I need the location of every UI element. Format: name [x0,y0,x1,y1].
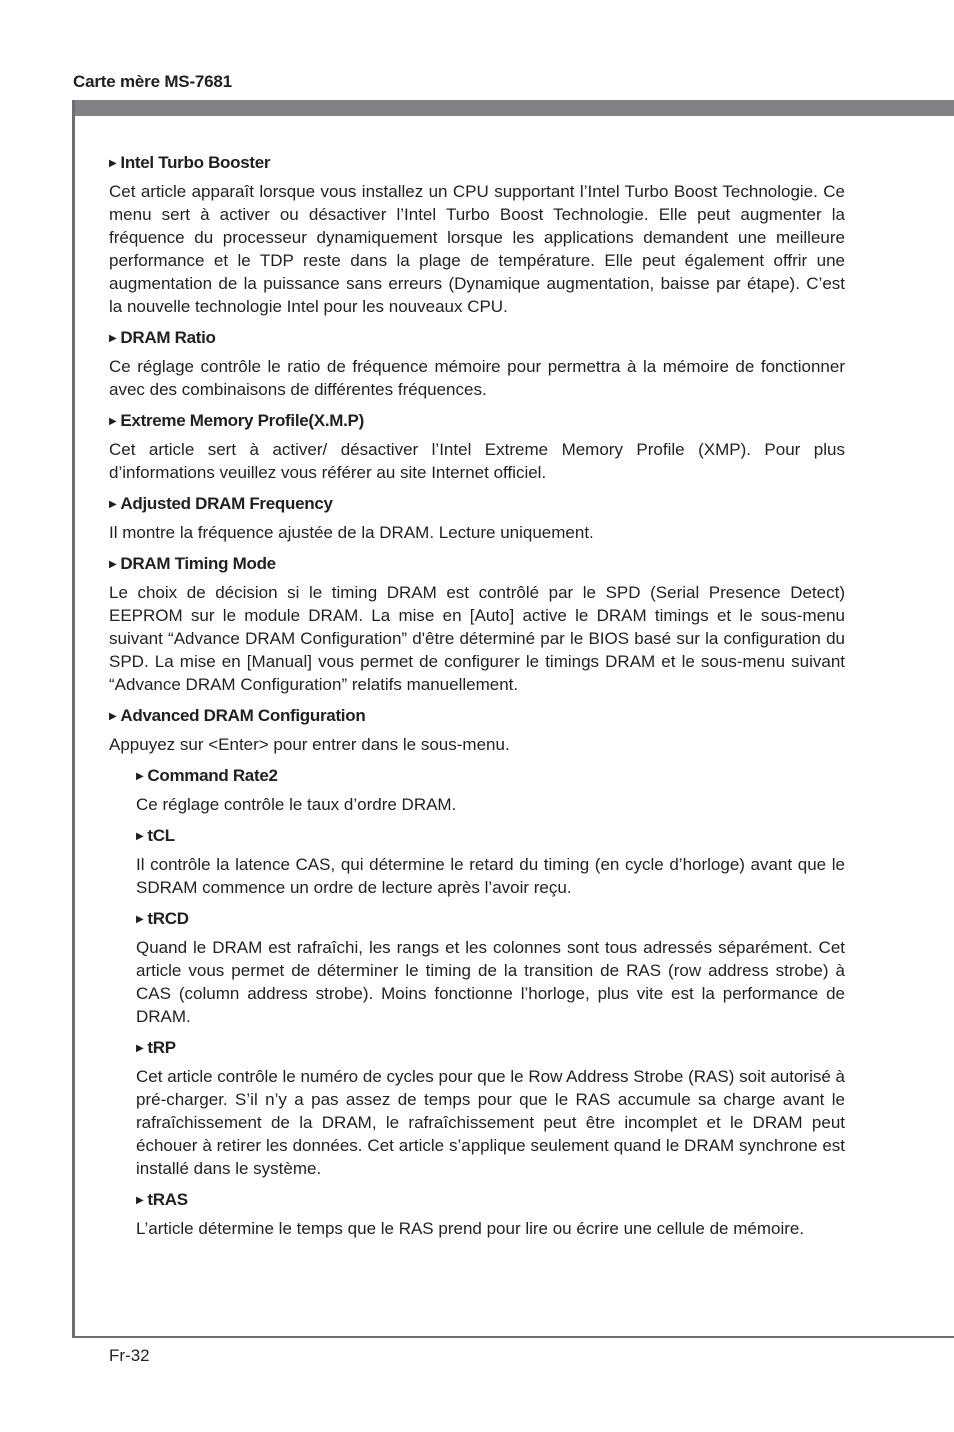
header-bar [73,100,954,116]
section-heading-text: Intel Turbo Booster [120,153,271,172]
section-tcl [136,825,845,899]
section-heading-text: Command Rate2 [147,766,278,785]
left-border-rule [72,100,75,1338]
section-body: Appuyez sur <Enter> pour entrer dans le sous-menu. [109,735,510,754]
section-heading [109,705,845,730]
section-body: Cet article apparaît lorsque vous installez un CPU supportant l’Intel Turbo Boost Technologie. Ce menu sert à activer ou désactiver l’Intel Turbo Boost Technologie. Elle peut augmenter la fréquence du processeur dynamiquement lorsque les applications demandent une meilleure performance et le TDP reste dans la plage de température. Elle peut également offrir une augmentation de la puissance sans erreurs (Dynamique augmentation, baisse par étape). C’est la nouvelle technologie Intel pour les nouveaux CPU. [109,182,845,316]
section-dram-ratio [109,327,845,401]
section-body: Cet article contrôle le numéro de cycles pour que le Row Address Strobe (RAS) soit autorisé à pré-charger. S’il n’y a pas assez de temps pour que le RAS accumule sa charge avant le rafraîchissement de la DRAM, le rafraîchissement peut être incomplet et le DRAM peut échouer à retirer les données. Cet article s’applique seulement quand le DRAM synchrone est installé dans le système. [136,1067,845,1178]
section-body: L’article détermine le temps que le RAS prend pour lire ou écrire une cellule de mémoire. [136,1219,805,1238]
section-heading [136,908,845,933]
section-body: Le choix de décision si le timing DRAM est contrôlé par le SPD (Serial Presence Detect) EEPROM sur le module DRAM. La mise en [Auto] active le DRAM timings et le sous-menu suivant “Advance DRAM Configuration” d'être déterminé par le BIOS basé sur la configuration du SPD. La mise en [Manual] vous permet de configurer le timings DRAM et le sous-menu suivant “Advance DRAM Configuration” relatifs manuellement. [109,583,845,694]
triangle-right-icon: ▶ [109,333,117,344]
section-heading-text: tRP [147,1038,176,1057]
section-heading [109,152,845,177]
section-heading-text: Adjusted DRAM Frequency [120,494,333,513]
section-heading [136,765,845,790]
section-heading [136,1189,845,1214]
section-body: Ce réglage contrôle le taux d’ordre DRAM. [136,795,457,814]
section-heading-text: Advanced DRAM Configuration [120,706,366,725]
triangle-right-icon: ▶ [136,914,144,925]
triangle-right-icon: ▶ [109,711,117,722]
section-heading [109,410,845,435]
section-heading-text: tRAS [147,1190,188,1209]
section-adjusted-dram-frequency [109,493,845,544]
section-trcd [136,908,845,1028]
page-number: Fr-32 [109,1346,150,1365]
section-command-rate2 [136,765,845,816]
section-body: Quand le DRAM est rafraîchi, les rangs et les colonnes sont tous adressés séparément. Cet article vous permet de déterminer le timing de la transition de RAS (row address strobe) à CAS (column address strobe). Moins fonctionne l’horloge, plus vite est la performance de DRAM. [136,938,845,1026]
triangle-right-icon: ▶ [109,559,117,570]
section-heading-text: Extreme Memory Profile(X.M.P) [120,411,364,430]
page-header-title: Carte mère MS-7681 [73,72,232,91]
section-advanced-dram-configuration [109,705,845,756]
section-heading [109,553,845,578]
section-heading-text: tRCD [147,909,189,928]
triangle-right-icon: ▶ [109,499,117,510]
section-heading-text: tCL [147,826,175,845]
triangle-right-icon: ▶ [136,771,144,782]
section-heading-text: DRAM Timing Mode [120,554,276,573]
section-heading [109,327,845,352]
triangle-right-icon: ▶ [136,831,144,842]
section-dram-timing-mode [109,553,845,696]
triangle-right-icon: ▶ [109,158,117,169]
section-intel-turbo-booster [109,152,845,318]
section-body: Il contrôle la latence CAS, qui détermine le retard du timing (en cycle d’horloge) avant que le SDRAM commence un ordre de lecture après l’avoir reçu. [136,855,845,897]
section-heading-text: DRAM Ratio [120,328,216,347]
section-heading [136,1037,845,1062]
section-body: Cet article sert à activer/ désactiver l’Intel Extreme Memory Profile (XMP). Pour plus d’informations veuillez vous référer au site Internet officiel. [109,440,845,482]
section-tras [136,1189,845,1240]
section-body: Ce réglage contrôle le ratio de fréquence mémoire pour permettra à la mémoire de fonctionner avec des combinaisons de différentes fréquences. [109,357,845,399]
section-trp [136,1037,845,1180]
section-heading [109,493,845,518]
page-content [109,152,845,1249]
triangle-right-icon: ▶ [136,1043,144,1054]
section-extreme-memory-profile [109,410,845,484]
triangle-right-icon: ▶ [136,1195,144,1206]
section-heading [136,825,845,850]
bottom-border-rule [72,1336,954,1338]
section-body: Il montre la fréquence ajustée de la DRAM. Lecture uniquement. [109,523,594,542]
triangle-right-icon: ▶ [109,416,117,427]
